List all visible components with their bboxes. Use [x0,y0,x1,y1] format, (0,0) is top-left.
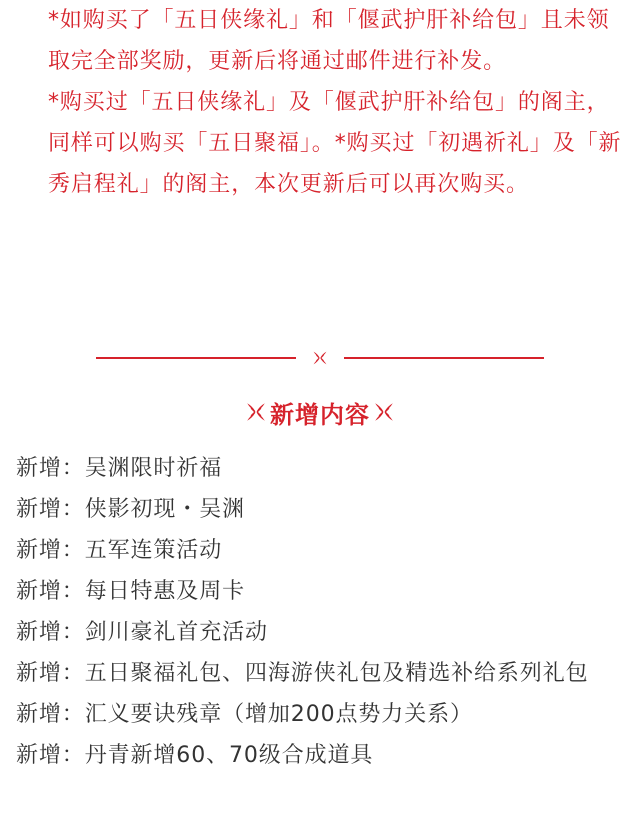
divider-line-left [96,357,296,359]
note-paragraph: *购买过「五日侠缘礼」及「偃武护肝补给包」的阁主，同样可以购买「五日聚福」。*购买过「初遇祈礼」及「新秀启程礼」的阁主，本次更新后可以再次购买。 [48,90,622,197]
new-content-list [16,448,628,776]
list-item: 新增：每日特惠及周卡 [16,579,246,604]
notes-block [48,0,626,205]
red-cross-ornament-icon [373,401,395,423]
divider-line-right [344,357,544,359]
list-item: 新增：侠影初现・吴渊 [16,497,246,522]
list-item: 新增：五日聚福礼包、四海游侠礼包及精选补给系列礼包 [16,661,589,686]
list-item: 新增：丹青新增60、70级合成道具 [16,743,374,768]
red-cross-ornament-icon [245,401,267,423]
red-cross-ornament-icon [312,350,328,366]
list-item: 新增：吴渊限时祈福 [16,456,223,481]
list-item: 新增：汇义要诀残章（增加200点势力关系） [16,702,473,727]
section-divider [96,345,544,371]
section-title: 新增内容 [270,400,370,429]
list-item: 新增：剑川豪礼首充活动 [16,620,268,645]
list-item: 新增：五军连策活动 [16,538,223,563]
section-heading [0,390,640,434]
note-paragraph: *如购买了「五日侠缘礼」和「偃武护肝补给包」且未领取完全部奖励，更新后将通过邮件进行补发。 [48,8,610,74]
